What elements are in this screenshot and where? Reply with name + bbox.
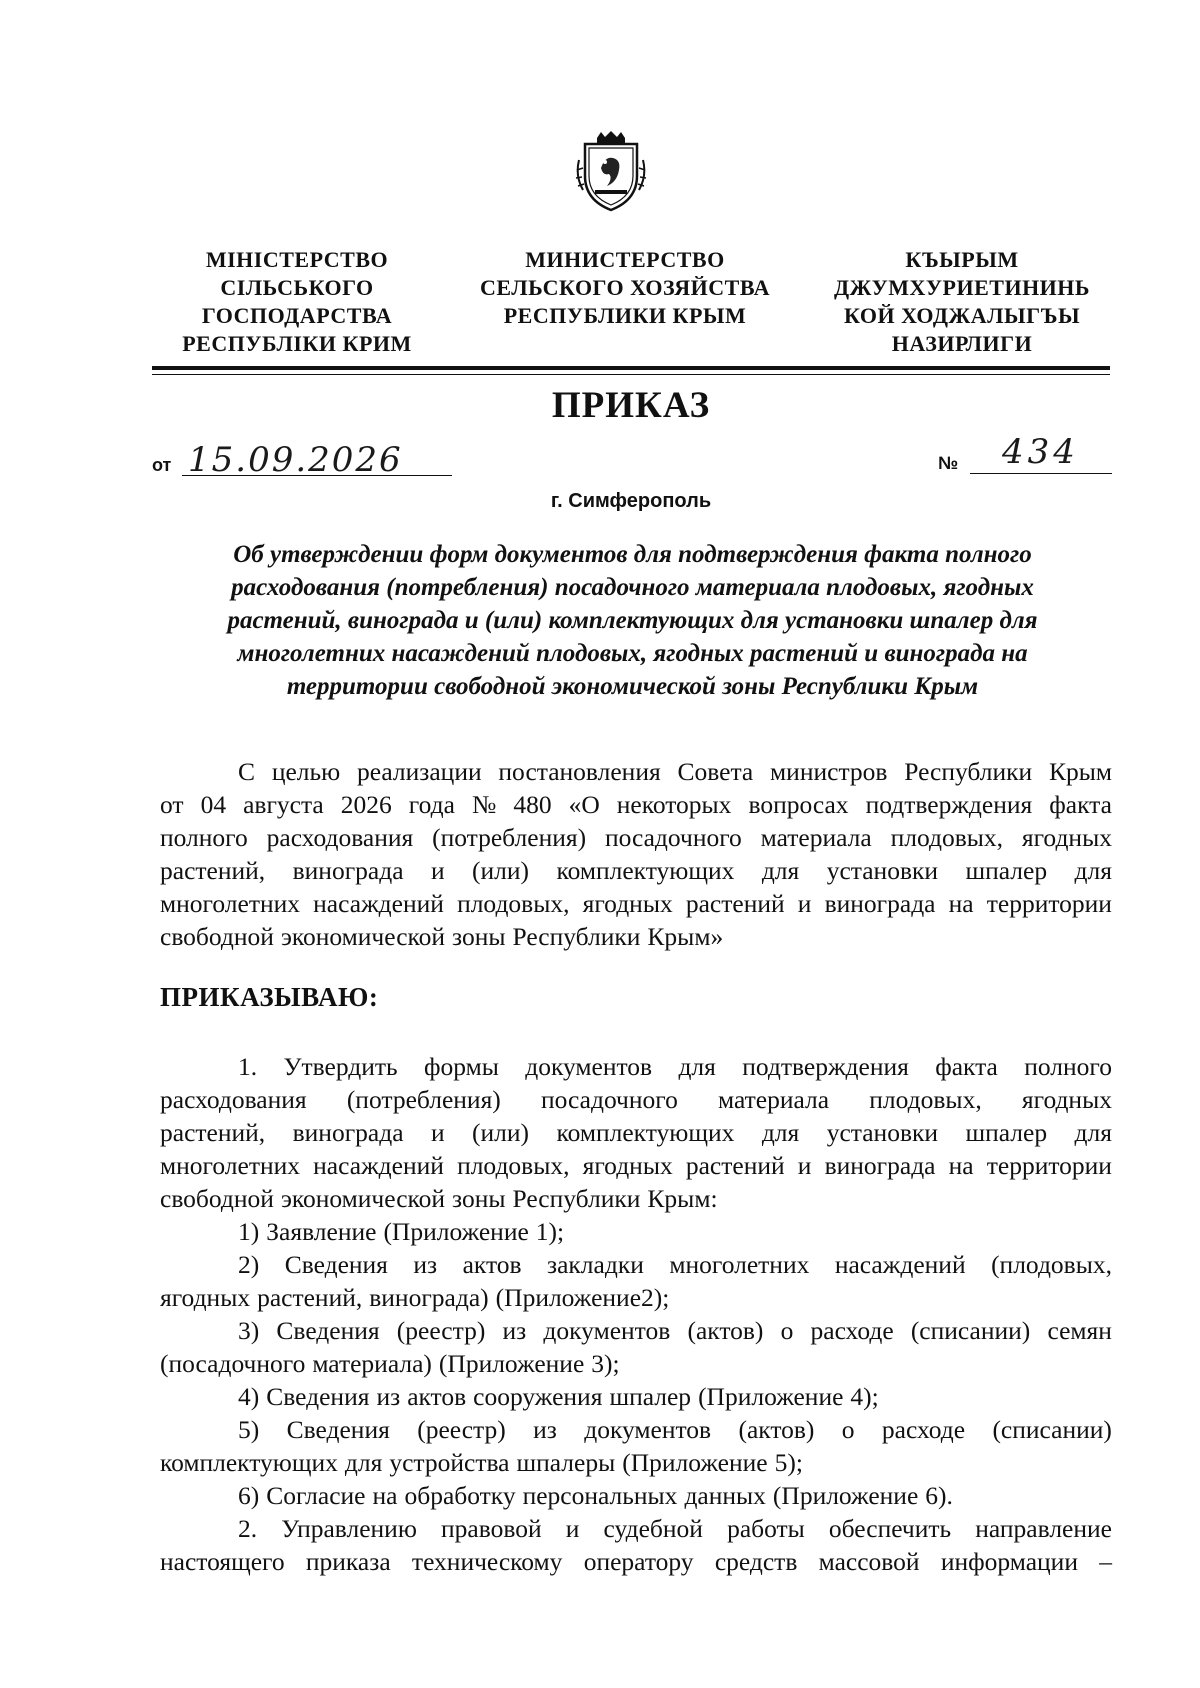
number-underline xyxy=(970,473,1112,474)
subject-line: многолетних насаждений плодовых, ягодных растений и винограда на xyxy=(237,640,1028,667)
order-word: ПРИКАЗЫВАЮ: xyxy=(160,982,379,1012)
list-item: 5) Сведения (реестр) из документов (актов) о расходе (списании) xyxy=(238,1415,1112,1444)
ministry-ukr-line-1: МІНІСТЕРСТВО xyxy=(205,247,389,272)
ministry-crh-line-3: КОЙ ХОДЖАЛЫГЪЫ xyxy=(843,303,1081,328)
order-items xyxy=(160,1050,1112,1578)
body-line: С целью реализации постановления Совета министров Республики Крым xyxy=(238,757,1112,786)
list-item: 3) Сведения (реестр) из документов (актов) о расходе (списании) семян xyxy=(238,1316,1112,1345)
body-line: растений, винограда и (или) комплектующих для установки шпалер для xyxy=(160,856,1112,885)
body-line: растений, винограда и (или) комплектующих для установки шпалер для xyxy=(160,1118,1112,1147)
header-divider-thin xyxy=(152,374,1110,375)
subject-line: растений, винограда и (или) комплектующих для установки шпалер для xyxy=(227,607,1038,634)
list-item: 4) Сведения из актов сооружения шпалер (Приложение 4); xyxy=(238,1382,879,1411)
list-item: 2. Управлению правовой и судебной работы обеспечить направление xyxy=(238,1514,1112,1543)
number-value: 434 xyxy=(1002,432,1079,472)
ministry-name-russian xyxy=(460,246,790,330)
body-line: расходования (потребления) посадочного материала плодовых, ягодных xyxy=(160,1085,1112,1114)
header-divider-thick xyxy=(152,366,1110,370)
date-label: от xyxy=(152,455,172,475)
subject-line: территории свободной экономической зоны Республики Крым xyxy=(286,673,979,700)
body-line: комплектующих для устройства шпалеры (Приложение 5); xyxy=(160,1448,803,1477)
subject-line: Об утверждении форм документов для подтверждения факта полного xyxy=(233,541,1032,568)
ministry-crh-line-4: НАЗИРЛИГИ xyxy=(891,331,1033,356)
ministry-ukr-line-3: ГОСПОДАРСТВА xyxy=(201,303,393,328)
body-line: многолетних насаждений плодовых, ягодных растений и винограда на территории xyxy=(160,889,1112,918)
ministry-ukr-line-2: СІЛЬСЬКОГО xyxy=(220,275,374,300)
body-line: свободной экономической зоны Республики Крым» xyxy=(160,922,724,951)
subject-line: расходования (потребления) посадочного материала плодовых, ягодных xyxy=(231,574,1034,601)
ministry-ukr-line-4: РЕСПУБЛІКИ КРИМ xyxy=(182,331,412,356)
order-subject xyxy=(180,538,1085,703)
intro-paragraph xyxy=(160,755,1112,953)
ministry-crh-line-2: ДЖУМХУРИЕТИНИНЬ xyxy=(834,275,1090,300)
ministry-rus-line-2: СЕЛЬСКОГО ХОЗЯЙСТВА xyxy=(479,275,771,300)
list-item: 1) Заявление (Приложение 1); xyxy=(238,1217,565,1246)
body-line: полного расходования (потребления) посадочного материала плодовых, ягодных xyxy=(160,823,1112,852)
list-item: 6) Согласие на обработку персональных данных (Приложение 6). xyxy=(238,1481,953,1510)
number-label: № xyxy=(938,453,959,473)
body-line: настоящего приказа техническому оператору средств массовой информации – xyxy=(160,1547,1112,1576)
ministry-rus-line-3: РЕСПУБЛИКИ КРЫМ xyxy=(503,303,747,328)
coat-of-arms-icon xyxy=(575,130,647,212)
ministry-rus-line-1: МИНИСТЕРСТВО xyxy=(525,247,725,272)
body-line: от 04 августа 2026 года № 480 «О некоторых вопросах подтверждения факта xyxy=(160,790,1112,819)
body-line: свободной экономической зоны Республики Крым: xyxy=(160,1184,718,1213)
document-title: ПРИКАЗ xyxy=(551,385,711,426)
body-line: многолетних насаждений плодовых, ягодных растений и винограда на территории xyxy=(160,1151,1112,1180)
body-line: 1. Утвердить формы документов для подтверждения факта полного xyxy=(238,1052,1112,1081)
ministry-name-crimean-tatar xyxy=(812,246,1112,358)
body-line: (посадочного материала) (Приложение 3); xyxy=(160,1349,620,1378)
list-item: 2) Сведения из актов закладки многолетних насаждений (плодовых, xyxy=(238,1250,1112,1279)
city: г. Симферополь xyxy=(550,490,712,512)
body-line: ягодных растений, винограда) (Приложение2); xyxy=(160,1283,670,1312)
date-value: 15.09.2026 xyxy=(188,440,403,480)
ministry-name-ukrainian xyxy=(152,246,442,358)
ministry-crh-line-1: КЪЫРЫМ xyxy=(905,247,1019,272)
